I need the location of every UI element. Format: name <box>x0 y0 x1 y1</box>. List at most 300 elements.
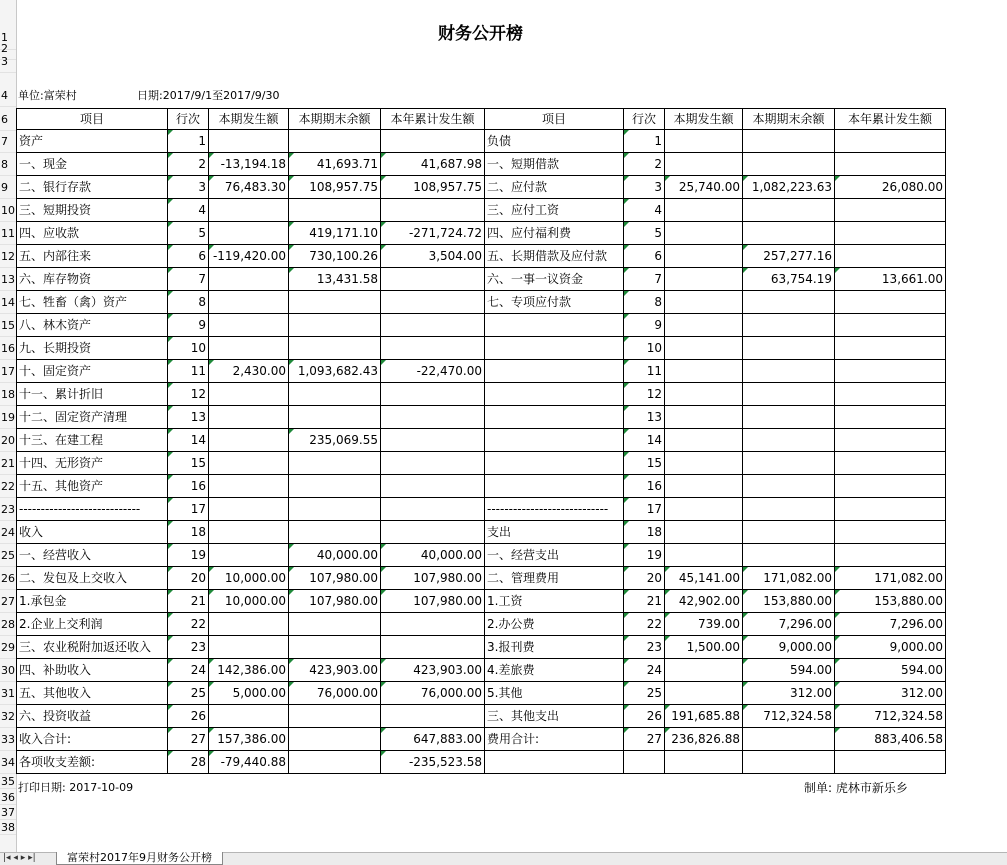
cell[interactable]: 423,903.00 <box>289 659 381 682</box>
cell[interactable] <box>743 429 835 452</box>
cell[interactable]: 10,000.00 <box>209 590 289 613</box>
cell[interactable]: 17 <box>168 498 209 521</box>
cell[interactable] <box>209 199 289 222</box>
cell[interactable]: 76,000.00 <box>289 682 381 705</box>
cell[interactable]: 6 <box>624 245 665 268</box>
cell[interactable] <box>289 314 381 337</box>
cell[interactable]: 153,880.00 <box>835 590 946 613</box>
cell[interactable] <box>835 130 946 153</box>
cell[interactable] <box>381 268 485 291</box>
cell[interactable]: 五、长期借款及应付款 <box>485 245 624 268</box>
cell[interactable]: 142,386.00 <box>209 659 289 682</box>
cell[interactable]: 4 <box>624 199 665 222</box>
cell[interactable] <box>743 521 835 544</box>
column-header[interactable]: 行次 <box>624 109 665 130</box>
cell[interactable]: 12 <box>624 383 665 406</box>
cell[interactable] <box>835 360 946 383</box>
cell[interactable]: 739.00 <box>665 613 743 636</box>
cell[interactable] <box>743 222 835 245</box>
cell[interactable]: 6 <box>168 245 209 268</box>
cell[interactable]: 1,500.00 <box>665 636 743 659</box>
row-number[interactable]: 35 <box>1 775 15 788</box>
cell[interactable] <box>743 475 835 498</box>
cell[interactable] <box>381 383 485 406</box>
cell[interactable]: 25 <box>624 682 665 705</box>
cell[interactable]: 八、林木资产 <box>17 314 168 337</box>
cell[interactable] <box>743 406 835 429</box>
cell[interactable]: 10 <box>624 337 665 360</box>
cell[interactable]: 19 <box>624 544 665 567</box>
cell[interactable]: 2.办公费 <box>485 613 624 636</box>
cell[interactable] <box>665 268 743 291</box>
row-number[interactable]: 34 <box>0 751 16 774</box>
cell[interactable]: 25 <box>168 682 209 705</box>
cell[interactable] <box>289 521 381 544</box>
cell[interactable]: 一、短期借款 <box>485 153 624 176</box>
cell[interactable]: 3,504.00 <box>381 245 485 268</box>
cell[interactable] <box>381 452 485 475</box>
cell[interactable]: 二、银行存款 <box>17 176 168 199</box>
cell[interactable] <box>835 199 946 222</box>
cell[interactable] <box>485 452 624 475</box>
cell[interactable]: 一、现金 <box>17 153 168 176</box>
cell[interactable]: 十四、无形资产 <box>17 452 168 475</box>
cell[interactable]: 419,171.10 <box>289 222 381 245</box>
cell[interactable] <box>381 291 485 314</box>
cell[interactable] <box>665 682 743 705</box>
cell[interactable]: 费用合计: <box>485 728 624 751</box>
row-number[interactable]: 26 <box>0 567 16 590</box>
cell[interactable]: 十、固定资产 <box>17 360 168 383</box>
cell[interactable]: 二、发包及上交收入 <box>17 567 168 590</box>
cell[interactable]: 13,661.00 <box>835 268 946 291</box>
row-number[interactable]: 37 <box>1 806 15 819</box>
cell[interactable] <box>665 383 743 406</box>
cell[interactable] <box>289 728 381 751</box>
cell[interactable] <box>743 728 835 751</box>
cell[interactable]: 1,082,223.63 <box>743 176 835 199</box>
cell[interactable]: 9,000.00 <box>835 636 946 659</box>
row-number[interactable]: 36 <box>1 791 15 804</box>
cell[interactable] <box>289 406 381 429</box>
row-number[interactable]: 13 <box>0 268 16 291</box>
row-number[interactable]: 20 <box>0 429 16 452</box>
cell[interactable] <box>289 452 381 475</box>
cell[interactable]: 76,000.00 <box>381 682 485 705</box>
cell[interactable]: 三、其他支出 <box>485 705 624 728</box>
cell[interactable] <box>289 130 381 153</box>
cell[interactable]: 76,483.30 <box>209 176 289 199</box>
cell[interactable]: 13,431.58 <box>289 268 381 291</box>
cell[interactable]: 171,082.00 <box>743 567 835 590</box>
cell[interactable]: 十三、在建工程 <box>17 429 168 452</box>
cell[interactable] <box>485 383 624 406</box>
cell[interactable] <box>381 475 485 498</box>
sheet-nav-arrows[interactable]: |◂ ◂ ▸ ▸| <box>3 853 36 863</box>
cell[interactable] <box>665 245 743 268</box>
cell[interactable]: 24 <box>168 659 209 682</box>
cell[interactable] <box>485 337 624 360</box>
cell[interactable] <box>665 751 743 774</box>
cell[interactable]: 2 <box>624 153 665 176</box>
cell[interactable] <box>289 291 381 314</box>
cell[interactable] <box>209 705 289 728</box>
cell[interactable] <box>209 475 289 498</box>
cell[interactable]: 107,980.00 <box>381 590 485 613</box>
column-header[interactable]: 项目 <box>485 109 624 130</box>
cell[interactable] <box>835 429 946 452</box>
cell[interactable]: -79,440.88 <box>209 751 289 774</box>
cell[interactable]: 157,386.00 <box>209 728 289 751</box>
cell[interactable]: 各项收支差额: <box>17 751 168 774</box>
cell[interactable] <box>289 337 381 360</box>
cell[interactable] <box>209 521 289 544</box>
cell[interactable] <box>835 291 946 314</box>
row-number[interactable]: 15 <box>0 314 16 337</box>
cell[interactable]: 712,324.58 <box>743 705 835 728</box>
cell[interactable]: 40,000.00 <box>289 544 381 567</box>
cell[interactable] <box>665 314 743 337</box>
cell[interactable]: 十五、其他资产 <box>17 475 168 498</box>
cell[interactable]: 三、农业税附加返还收入 <box>17 636 168 659</box>
cell[interactable] <box>665 498 743 521</box>
cell[interactable] <box>835 337 946 360</box>
cell[interactable]: 41,687.98 <box>381 153 485 176</box>
cell[interactable]: 五、其他收入 <box>17 682 168 705</box>
cell[interactable]: -271,724.72 <box>381 222 485 245</box>
cell[interactable]: 63,754.19 <box>743 268 835 291</box>
cell[interactable]: 21 <box>624 590 665 613</box>
cell[interactable] <box>743 383 835 406</box>
cell[interactable] <box>209 406 289 429</box>
cell[interactable] <box>289 475 381 498</box>
cell[interactable]: 24 <box>624 659 665 682</box>
cell[interactable] <box>665 475 743 498</box>
cell[interactable] <box>381 705 485 728</box>
cell[interactable]: 10,000.00 <box>209 567 289 590</box>
column-header[interactable]: 本期期末余额 <box>743 109 835 130</box>
cell[interactable]: 13 <box>624 406 665 429</box>
row-number[interactable]: 18 <box>0 383 16 406</box>
cell[interactable] <box>209 613 289 636</box>
cell[interactable]: 312.00 <box>743 682 835 705</box>
cell[interactable]: 28 <box>168 751 209 774</box>
cell[interactable]: 9,000.00 <box>743 636 835 659</box>
cell[interactable]: 27 <box>168 728 209 751</box>
row-number[interactable]: 11 <box>0 222 16 245</box>
cell[interactable]: 九、长期投资 <box>17 337 168 360</box>
column-header[interactable]: 本年累计发生额 <box>835 109 946 130</box>
cell[interactable]: 4 <box>168 199 209 222</box>
cell[interactable] <box>485 360 624 383</box>
row-number[interactable]: 38 <box>1 821 15 834</box>
row-number[interactable]: 16 <box>0 337 16 360</box>
cell[interactable]: 27 <box>624 728 665 751</box>
cell[interactable]: 13 <box>168 406 209 429</box>
cell[interactable]: 26 <box>624 705 665 728</box>
cell[interactable] <box>289 705 381 728</box>
cell[interactable]: 4.差旅费 <box>485 659 624 682</box>
cell[interactable]: 19 <box>168 544 209 567</box>
cell[interactable]: -13,194.18 <box>209 153 289 176</box>
cell[interactable] <box>209 222 289 245</box>
cell[interactable]: 1,093,682.43 <box>289 360 381 383</box>
cell[interactable]: 191,685.88 <box>665 705 743 728</box>
cell[interactable] <box>381 613 485 636</box>
cell[interactable] <box>485 429 624 452</box>
cell[interactable]: 十一、累计折旧 <box>17 383 168 406</box>
cell[interactable]: 7,296.00 <box>835 613 946 636</box>
cell[interactable] <box>209 130 289 153</box>
cell[interactable]: 647,883.00 <box>381 728 485 751</box>
cell[interactable]: 2,430.00 <box>209 360 289 383</box>
cell[interactable]: 11 <box>624 360 665 383</box>
cell[interactable] <box>381 636 485 659</box>
cell[interactable] <box>835 245 946 268</box>
cell[interactable]: 16 <box>168 475 209 498</box>
cell[interactable]: 5 <box>168 222 209 245</box>
cell[interactable]: 22 <box>168 613 209 636</box>
cell[interactable] <box>624 751 665 774</box>
cell[interactable]: 收入合计: <box>17 728 168 751</box>
cell[interactable]: 9 <box>168 314 209 337</box>
cell[interactable]: 312.00 <box>835 682 946 705</box>
cell[interactable] <box>381 498 485 521</box>
cell[interactable] <box>485 475 624 498</box>
cell[interactable] <box>743 291 835 314</box>
cell[interactable]: 883,406.58 <box>835 728 946 751</box>
cell[interactable]: 18 <box>168 521 209 544</box>
cell[interactable] <box>485 406 624 429</box>
cell[interactable]: 14 <box>624 429 665 452</box>
cell[interactable]: 25,740.00 <box>665 176 743 199</box>
cell[interactable]: 107,980.00 <box>289 590 381 613</box>
cell[interactable]: 2.企业上交利润 <box>17 613 168 636</box>
cell[interactable] <box>665 406 743 429</box>
cell[interactable]: 594.00 <box>743 659 835 682</box>
cell[interactable]: 17 <box>624 498 665 521</box>
row-number[interactable]: 30 <box>0 659 16 682</box>
cell[interactable] <box>289 383 381 406</box>
cell[interactable] <box>743 360 835 383</box>
cell[interactable]: 40,000.00 <box>381 544 485 567</box>
cell[interactable]: 26 <box>168 705 209 728</box>
cell[interactable] <box>665 452 743 475</box>
row-number[interactable]: 12 <box>0 245 16 268</box>
row-number[interactable]: 33 <box>0 728 16 751</box>
cell[interactable] <box>743 498 835 521</box>
cell[interactable]: 23 <box>168 636 209 659</box>
cell[interactable]: 8 <box>624 291 665 314</box>
row-number[interactable]: 32 <box>0 705 16 728</box>
cell[interactable]: 3 <box>168 176 209 199</box>
cell[interactable] <box>743 130 835 153</box>
cell[interactable] <box>665 429 743 452</box>
cell[interactable]: 3.报刊费 <box>485 636 624 659</box>
cell[interactable]: 七、专项应付款 <box>485 291 624 314</box>
cell[interactable]: 107,980.00 <box>289 567 381 590</box>
cell[interactable]: 7 <box>168 268 209 291</box>
column-header[interactable]: 项目 <box>17 109 168 130</box>
cell[interactable] <box>835 153 946 176</box>
cell[interactable] <box>743 153 835 176</box>
cell[interactable]: 108,957.75 <box>289 176 381 199</box>
cell[interactable]: 三、短期投资 <box>17 199 168 222</box>
row-number[interactable]: 27 <box>0 590 16 613</box>
cell[interactable]: 11 <box>168 360 209 383</box>
cell[interactable] <box>209 314 289 337</box>
cell[interactable]: 2 <box>168 153 209 176</box>
cell[interactable] <box>743 751 835 774</box>
row-number[interactable]: 4 <box>0 84 16 107</box>
cell[interactable] <box>289 636 381 659</box>
column-header[interactable]: 本期发生额 <box>665 109 743 130</box>
cell[interactable]: 236,826.88 <box>665 728 743 751</box>
cell[interactable]: 七、牲畜（禽）资产 <box>17 291 168 314</box>
cell[interactable]: 五、内部往来 <box>17 245 168 268</box>
cell[interactable]: 支出 <box>485 521 624 544</box>
cell[interactable]: 7,296.00 <box>743 613 835 636</box>
cell[interactable]: 四、应收款 <box>17 222 168 245</box>
cell[interactable]: 1 <box>624 130 665 153</box>
row-number[interactable]: 6 <box>0 108 16 131</box>
cell[interactable]: 42,902.00 <box>665 590 743 613</box>
cell[interactable] <box>665 659 743 682</box>
row-number[interactable]: 31 <box>0 682 16 705</box>
cell[interactable] <box>665 153 743 176</box>
cell[interactable]: 六、库存物资 <box>17 268 168 291</box>
cell[interactable] <box>665 130 743 153</box>
row-number[interactable]: 29 <box>0 636 16 659</box>
cell[interactable]: ---------------------------- <box>485 498 624 521</box>
row-number[interactable]: 3 <box>0 50 16 73</box>
cell[interactable] <box>289 613 381 636</box>
cell[interactable]: 594.00 <box>835 659 946 682</box>
cell[interactable]: 14 <box>168 429 209 452</box>
cell[interactable]: 9 <box>624 314 665 337</box>
cell[interactable]: 423,903.00 <box>381 659 485 682</box>
cell[interactable]: 16 <box>624 475 665 498</box>
cell[interactable]: 45,141.00 <box>665 567 743 590</box>
sheet-tab[interactable]: 富荣村2017年9月财务公开榜 <box>56 852 223 865</box>
cell[interactable]: 257,277.16 <box>743 245 835 268</box>
row-number[interactable]: 2 <box>0 37 16 60</box>
cell[interactable] <box>289 751 381 774</box>
cell[interactable]: 5,000.00 <box>209 682 289 705</box>
row-number[interactable]: 14 <box>0 291 16 314</box>
cell[interactable] <box>209 383 289 406</box>
cell[interactable] <box>743 199 835 222</box>
cell[interactable] <box>381 429 485 452</box>
cell[interactable] <box>835 452 946 475</box>
cell[interactable]: 二、应付款 <box>485 176 624 199</box>
column-header[interactable]: 行次 <box>168 109 209 130</box>
cell[interactable]: ---------------------------- <box>17 498 168 521</box>
cell[interactable] <box>209 337 289 360</box>
cell[interactable]: 六、一事一议资金 <box>485 268 624 291</box>
cell[interactable]: 12 <box>168 383 209 406</box>
cell[interactable]: 21 <box>168 590 209 613</box>
cell[interactable]: 四、应付福利费 <box>485 222 624 245</box>
cell[interactable] <box>289 498 381 521</box>
column-header[interactable]: 本年累计发生额 <box>381 109 485 130</box>
cell[interactable] <box>665 222 743 245</box>
cell[interactable] <box>743 337 835 360</box>
cell[interactable]: 730,100.26 <box>289 245 381 268</box>
cell[interactable] <box>665 337 743 360</box>
cell[interactable] <box>209 544 289 567</box>
cell[interactable]: 15 <box>624 452 665 475</box>
cell[interactable] <box>381 130 485 153</box>
cell[interactable] <box>835 222 946 245</box>
cell[interactable]: 1.承包金 <box>17 590 168 613</box>
cell[interactable]: -22,470.00 <box>381 360 485 383</box>
cell[interactable]: 712,324.58 <box>835 705 946 728</box>
row-number[interactable]: 21 <box>0 452 16 475</box>
cell[interactable] <box>209 636 289 659</box>
cell[interactable] <box>209 291 289 314</box>
cell[interactable] <box>289 199 381 222</box>
column-header[interactable]: 本期期末余额 <box>289 109 381 130</box>
cell[interactable] <box>665 521 743 544</box>
cell[interactable]: 负债 <box>485 130 624 153</box>
cell[interactable] <box>743 314 835 337</box>
cell[interactable]: 107,980.00 <box>381 567 485 590</box>
cell[interactable] <box>665 199 743 222</box>
row-number[interactable]: 28 <box>0 613 16 636</box>
cell[interactable] <box>835 383 946 406</box>
cell[interactable]: 5 <box>624 222 665 245</box>
cell[interactable]: 一、经营收入 <box>17 544 168 567</box>
cell[interactable]: 一、经营支出 <box>485 544 624 567</box>
row-number[interactable]: 10 <box>0 199 16 222</box>
cell[interactable]: -119,420.00 <box>209 245 289 268</box>
cell[interactable] <box>381 406 485 429</box>
cell[interactable]: 1 <box>168 130 209 153</box>
cell[interactable]: 41,693.71 <box>289 153 381 176</box>
cell[interactable]: 5.其他 <box>485 682 624 705</box>
cell[interactable] <box>835 544 946 567</box>
cell[interactable]: 108,957.75 <box>381 176 485 199</box>
cell[interactable]: 171,082.00 <box>835 567 946 590</box>
row-number[interactable]: 7 <box>0 130 16 153</box>
row-number[interactable]: 23 <box>0 498 16 521</box>
cell[interactable] <box>381 521 485 544</box>
cell[interactable]: 235,069.55 <box>289 429 381 452</box>
cell[interactable] <box>835 475 946 498</box>
cell[interactable]: 7 <box>624 268 665 291</box>
cell[interactable] <box>743 452 835 475</box>
column-header[interactable]: 本期发生额 <box>209 109 289 130</box>
cell[interactable]: 十二、固定资产清理 <box>17 406 168 429</box>
cell[interactable]: 20 <box>624 567 665 590</box>
cell[interactable]: 15 <box>168 452 209 475</box>
row-number[interactable]: 8 <box>0 153 16 176</box>
cell[interactable]: 三、应付工资 <box>485 199 624 222</box>
cell[interactable] <box>485 751 624 774</box>
cell[interactable] <box>485 314 624 337</box>
row-number[interactable]: 17 <box>0 360 16 383</box>
cell[interactable] <box>665 291 743 314</box>
cell[interactable] <box>209 429 289 452</box>
cell[interactable] <box>381 314 485 337</box>
cell[interactable] <box>209 498 289 521</box>
cell[interactable]: 3 <box>624 176 665 199</box>
cell[interactable]: 26,080.00 <box>835 176 946 199</box>
cell[interactable] <box>665 544 743 567</box>
cell[interactable]: 六、投资收益 <box>17 705 168 728</box>
row-number[interactable]: 1 <box>0 26 16 50</box>
